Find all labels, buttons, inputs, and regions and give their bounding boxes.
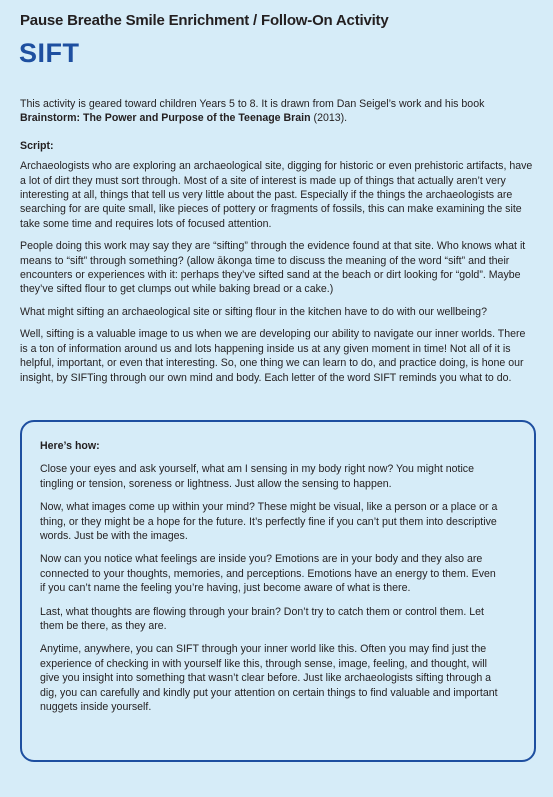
page-header-title: Pause Breathe Smile Enrichment / Follow-On Activity (20, 12, 389, 29)
howto-box (20, 420, 536, 762)
intro-paragraph (20, 97, 534, 126)
book-year: (2013). (310, 112, 348, 125)
howto-label: Here’s how: (40, 440, 100, 452)
howto-paragraph: Last, what thoughts are flowing through your brain? Don’t try to catch them or control them. Let them be there, as they are. (40, 605, 484, 633)
script-paragraph: People doing this work may say they are “sifting” through the evidence found at that site. Who knows what it means to “sift” through something? (allow ākonga time to discuss the meaning of the word “sift” and their encounters or experiences with it: perhaps they’ve sifted sand at the beach or dirt looking for “gold”. Maybe they’ve sifted flour to get clumps out while baking bread or a cake.) (20, 240, 526, 296)
book-title: Brainstorm: The Power and Purpose of the Teenage Brain (20, 112, 311, 125)
main-content (20, 97, 534, 393)
script-paragraph: Well, sifting is a valuable image to us when we are developing our ability to navigate our inner worlds. There is a ton of information around us and lots happening inside us at any given moment in time! Not all of it is helpful, important, or even that interesting. So, one thing we can learn to do, and practice doing, is hone our insight, by SIFTing through our own mind and body. Each letter of the word SIFT reminds you what to do. (20, 328, 526, 384)
howto-paragraph: Close your eyes and ask yourself, what am I sensing in my body right now? You might notice tingling or tension, soreness or lightness. Just allow the sensing to happen. (40, 463, 474, 490)
page-title: SIFT (19, 38, 80, 68)
howto-paragraph: Now, what images come up within your mind? These might be visual, like a person or a place or a thing, or they might be a hope for the future. It’s perfectly fine if you can’t put them into descriptive words. Just be with the images. (40, 501, 498, 543)
intro-text: This activity is geared toward children Years 5 to 8. It is drawn from Dan Seigel’s work and his book (20, 98, 485, 110)
script-paragraph: Archaeologists who are exploring an archaeological site, digging for historic or even prehistoric artifacts, have a lot of dirt they must sort through. Most of a site of interest is made up of things that actually aren’t very interesting at all, things that tell us very little about the past. Especially if the things the archaeologists are searching for are quite small, like pieces of pottery or fragments of fossils, this can make examining the site take some time and requires lots of focused attention. (20, 160, 533, 230)
howto-content (40, 422, 502, 715)
howto-paragraph: Anytime, anywhere, you can SIFT through your inner world like this. Often you may find just the experience of checking in with yourself like this, through sense, image, feeling, and thought, will give you insight into something that wasn’t clear before. Just like archaeologists sifting through a dig, you can carefully and kindly put your attention on certain things to find valuable and important nuggets inside yourself. (40, 643, 498, 714)
howto-paragraph: Now can you notice what feelings are inside you? Emotions are in your body and they also are connected to your thoughts, memories, and perceptions. Emotions have an energy to them. Even if you can’t name the feeling you’re having, just become aware of what is there. (40, 553, 496, 595)
script-paragraph: What might sifting an archaeological site or sifting flour in the kitchen have to do with our wellbeing? (20, 305, 487, 318)
script-label: Script: (20, 139, 54, 152)
